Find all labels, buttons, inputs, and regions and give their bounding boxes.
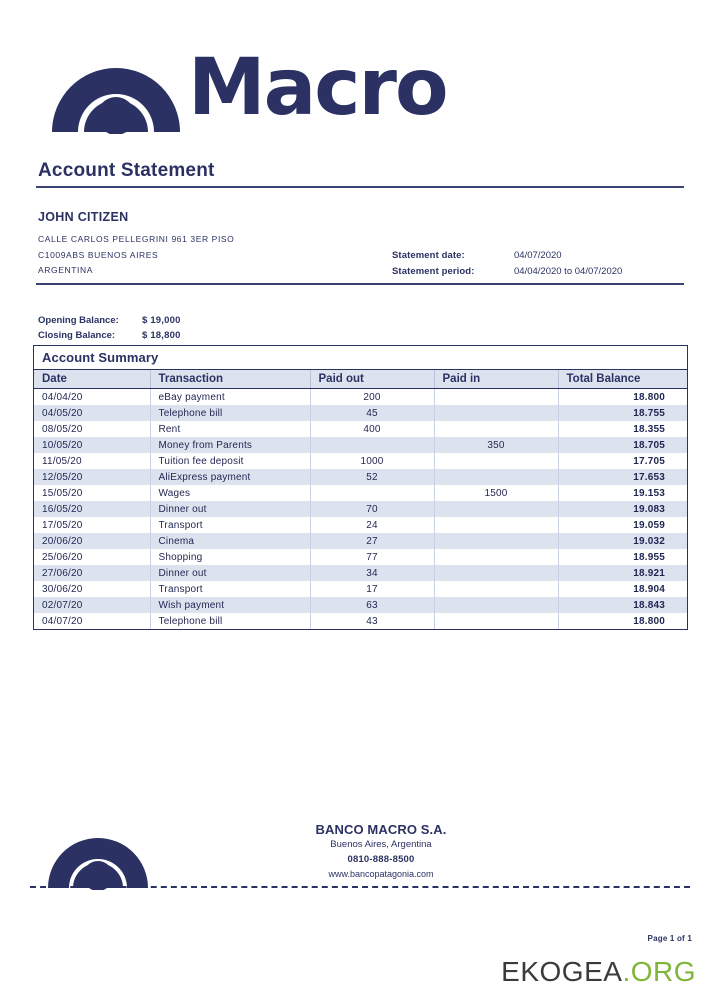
closing-balance-value: $ 18,800 [142, 330, 181, 341]
cell-total-balance: 18.705 [558, 437, 687, 453]
opening-balance-label: Opening Balance: [38, 315, 119, 326]
cell-date: 04/04/20 [34, 389, 150, 406]
cell-transaction: Tuition fee deposit [150, 453, 310, 469]
cell-transaction: Cinema [150, 533, 310, 549]
footer-bank-website[interactable]: www.bancopatagonia.com [328, 869, 434, 879]
cell-paid-out [310, 437, 434, 453]
cell-paid-out: 1000 [310, 453, 434, 469]
macro-arc-logo-icon [50, 36, 182, 134]
table-row [34, 485, 687, 501]
cell-paid-out: 63 [310, 597, 434, 613]
footer-bank-phone: 0810-888-8500 [347, 854, 415, 865]
cell-paid-out: 27 [310, 533, 434, 549]
cell-total-balance: 18.355 [633, 423, 665, 435]
balance-summary [38, 313, 181, 343]
table-row [34, 405, 687, 421]
customer-address [38, 232, 234, 279]
cell-paid-out: 45 [310, 405, 434, 421]
column-header-paid-in: Paid in [434, 370, 558, 389]
table-row [34, 613, 687, 629]
opening-balance-row [38, 313, 181, 328]
cell-date: 25/06/20 [34, 549, 150, 565]
cell-paid-out: 77 [310, 549, 434, 565]
cell-paid-in [434, 613, 558, 629]
table-row [34, 437, 687, 453]
cell-paid-in [434, 501, 558, 517]
cell-paid-in: 350 [434, 437, 558, 453]
cell-date: 10/05/20 [34, 437, 150, 453]
cell-date: 04/07/20 [34, 613, 150, 629]
cell-paid-out: 400 [310, 421, 434, 437]
table-row [34, 389, 687, 406]
cell-transaction: Dinner out [150, 565, 310, 581]
statement-meta [392, 248, 622, 280]
statement-period-label: Statement period: [392, 266, 475, 277]
cell-transaction: Telephone bill [150, 405, 310, 421]
table-row [34, 533, 687, 549]
address-line-1: CALLE CARLOS PELLEGRINI 961 3ER PISO [38, 234, 235, 244]
table-row [34, 549, 687, 565]
cell-paid-in: 1500 [434, 485, 558, 501]
footer-dashed-divider [30, 886, 690, 888]
footer-bank-info [236, 822, 526, 882]
cell-paid-out: 43 [310, 613, 434, 629]
statement-date-row [392, 248, 622, 264]
statement-date-label: Statement date: [392, 250, 465, 261]
cell-transaction: Telephone bill [150, 613, 310, 629]
cell-paid-in [434, 597, 558, 613]
column-header-date: Date [34, 370, 150, 389]
address-line-3: ARGENTINA [38, 265, 93, 275]
cell-transaction: Transport [150, 517, 310, 533]
closing-balance-row [38, 328, 181, 343]
cell-date: 17/05/20 [34, 517, 150, 533]
cell-total-balance: 18.800 [633, 391, 665, 403]
table-header-row [34, 370, 687, 389]
cell-transaction: Money from Parents [150, 437, 310, 453]
cell-total-balance: 19.083 [558, 501, 687, 517]
cell-paid-out: 70 [310, 501, 434, 517]
cell-paid-out: 34 [310, 565, 434, 581]
cell-date: 15/05/20 [34, 485, 150, 501]
column-header-transaction: Transaction [150, 370, 310, 389]
cell-transaction: Wages [150, 485, 310, 501]
cell-paid-in [434, 453, 558, 469]
table-row [34, 517, 687, 533]
statement-date-value: 04/07/2020 [514, 250, 562, 261]
cell-transaction: eBay payment [150, 389, 310, 406]
cell-date: 27/06/20 [34, 565, 150, 581]
cell-total-balance: 17.705 [633, 455, 665, 467]
account-summary-table [33, 345, 688, 630]
statement-period-row [392, 264, 622, 280]
statement-period-value: 04/04/2020 to 04/07/2020 [514, 266, 623, 277]
watermark-suffix: .ORG [622, 956, 696, 987]
brand-header [50, 36, 447, 134]
cell-paid-in [434, 469, 558, 485]
table-row [34, 597, 687, 613]
cell-date: 02/07/20 [34, 597, 150, 613]
cell-paid-in [434, 517, 558, 533]
table-row [34, 469, 687, 485]
cell-paid-out: 24 [310, 517, 434, 533]
address-line-2: C1009ABS BUENOS AIRES [38, 249, 159, 260]
cell-paid-out: 52 [310, 469, 434, 485]
cell-paid-in [434, 565, 558, 581]
column-header-total-balance: Total Balance [558, 370, 687, 389]
cell-total-balance: 18.843 [558, 597, 687, 613]
cell-total-balance: 19.153 [633, 487, 665, 499]
cell-date: 16/05/20 [34, 501, 150, 517]
watermark-primary: EKOGEA [501, 956, 623, 987]
cell-paid-out: 200 [310, 389, 434, 406]
table-row [34, 565, 687, 581]
cell-date: 04/05/20 [34, 405, 150, 421]
table-row [34, 501, 687, 517]
cell-paid-out: 17 [310, 581, 434, 597]
cell-transaction: Rent [150, 421, 310, 437]
meta-divider [36, 283, 684, 285]
cell-total-balance: 18.955 [633, 551, 665, 563]
table-row [34, 421, 687, 437]
page-title: Account Statement [38, 160, 215, 181]
cell-transaction: Transport [150, 581, 310, 597]
table-row [34, 581, 687, 597]
table-caption: Account Summary [34, 346, 687, 370]
footer-bank-city: Buenos Aires, Argentina [330, 839, 432, 850]
cell-date: 08/05/20 [34, 421, 150, 437]
cell-total-balance: 19.059 [633, 519, 665, 531]
column-header-paid-out: Paid out [310, 370, 434, 389]
closing-balance-label: Closing Balance: [38, 330, 116, 341]
cell-date: 30/06/20 [34, 581, 150, 597]
table-row [34, 453, 687, 469]
watermark [501, 956, 696, 988]
cell-transaction: Shopping [150, 549, 310, 565]
cell-total-balance: 18.800 [633, 615, 665, 627]
cell-total-balance: 18.755 [558, 405, 687, 421]
cell-total-balance: 18.904 [633, 583, 665, 595]
cell-transaction: Wish payment [150, 597, 310, 613]
page-number: Page 1 of 1 [647, 934, 692, 943]
cell-paid-in [434, 581, 558, 597]
customer-name: JOHN CITIZEN [38, 210, 129, 224]
table-body [34, 389, 687, 630]
footer-macro-arc-logo-icon [46, 818, 150, 890]
cell-date: 20/06/20 [34, 533, 150, 549]
opening-balance-value: $ 19,000 [142, 315, 181, 326]
title-divider [36, 186, 684, 188]
cell-total-balance: 17.653 [558, 469, 687, 485]
cell-paid-in [434, 405, 558, 421]
cell-date: 11/05/20 [34, 453, 150, 469]
cell-total-balance: 19.032 [558, 533, 687, 549]
cell-paid-in [434, 549, 558, 565]
cell-date: 12/05/20 [34, 469, 150, 485]
cell-paid-out [310, 485, 434, 501]
cell-paid-in [434, 421, 558, 437]
brand-wordmark: Macro [188, 43, 447, 133]
cell-transaction: AliExpress payment [150, 469, 310, 485]
cell-paid-in [434, 533, 558, 549]
cell-total-balance: 18.921 [558, 565, 687, 581]
cell-transaction: Dinner out [150, 501, 310, 517]
footer-bank-name: BANCO MACRO S.A. [315, 822, 447, 837]
cell-paid-in [434, 389, 558, 406]
